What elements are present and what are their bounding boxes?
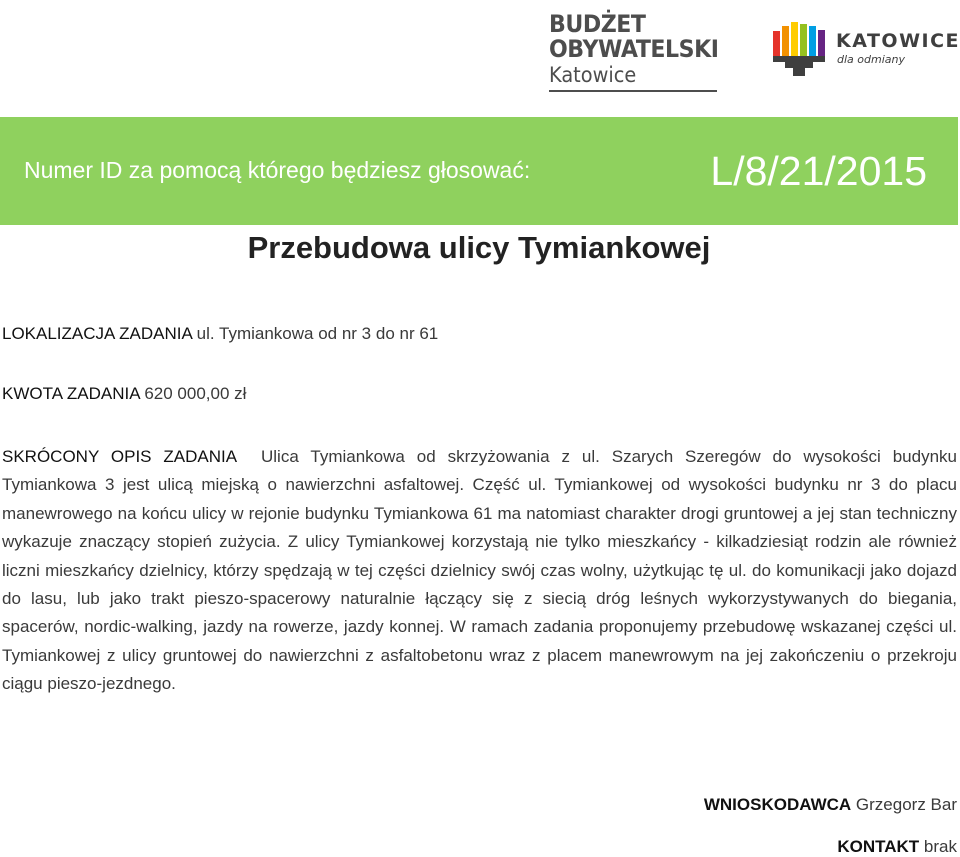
location-value: ul. Tymiankowa od nr 3 do nr 61 <box>196 324 439 343</box>
id-value: L/8/21/2015 <box>710 148 927 194</box>
amount-field <box>2 384 246 404</box>
contact-label: KONTAKT <box>837 837 920 856</box>
katowice-logo <box>771 20 960 82</box>
location-label: LOKALIZACJA ZADANIA <box>2 324 192 343</box>
amount-label: KWOTA ZADANIA <box>2 384 140 403</box>
contact-value: brak <box>923 837 957 856</box>
logo-text-katowice: Katowice <box>549 63 637 87</box>
description-text: Ulica Tymiankowa od skrzyżowania z ul. Szarych Szeregów do wysokości budynku Tymiankowa 3 jest ulicą miejską o nawierzchni asfaltowej. Część ul. Tymiankowej od wysokości budynku nr 3 do placu manewrowego na końcu ulicy w rejonie budynku Tymiankowa 61 ma natomiast charakter drogi gruntowej a jej stan techniczny wykazuje znaczący stopień zużycia. Z ulicy Tymiankowej korzystają nie tylko mieszkańcy - kilkadziesiąt rodzin ale również liczni mieszkańcy dzielnicy, którzy spędzają w tej części dzielnicy swój czas wolny, użytkując tę ul. do komunikacji jako dojazd do lasu, lub jako trakt pieszo-spacerowy naturalnie łączący się z siecią dróg leśnych wykorzystywanych do biegania, spacerów, nordic-walking, jazdy na rowerze, jazdy konnej. W ramach zadania proponujemy przebudowę wskazanej części ul. Tymiankowej z ulicy gruntowej do nawierzchni z asfaltobetonu wraz z placem manewrowym na jej zakończeniu o przekroju ciągu pieszo-jezdnego. <box>2 447 957 694</box>
applicant-value: Grzegorz Bar <box>855 795 957 814</box>
description-paragraph <box>2 443 957 699</box>
location-field <box>2 324 438 344</box>
budzet-obywatelski-logo <box>549 12 719 87</box>
contact-field <box>837 837 957 857</box>
logo-text-budzet: BUDŻET <box>549 10 646 38</box>
id-label: Numer ID za pomocą którego będziesz głosować: <box>24 157 531 183</box>
logo-text-tagline: dla odmiany <box>837 53 905 66</box>
applicant-label: WNIOSKODAWCA <box>703 795 852 814</box>
katowice-emblem-icon <box>771 20 833 80</box>
description-label: SKRÓCONY OPIS ZADANIA <box>2 447 238 466</box>
logo-text-obywatelski: OBYWATELSKI <box>549 35 719 63</box>
project-title: Przebudowa ulicy Tymiankowej <box>247 230 711 265</box>
logo-text-katowice-name: KATOWICE <box>836 30 960 52</box>
logo-underline <box>549 90 717 92</box>
applicant-field <box>704 795 957 815</box>
amount-value: 620 000,00 zł <box>144 384 247 403</box>
